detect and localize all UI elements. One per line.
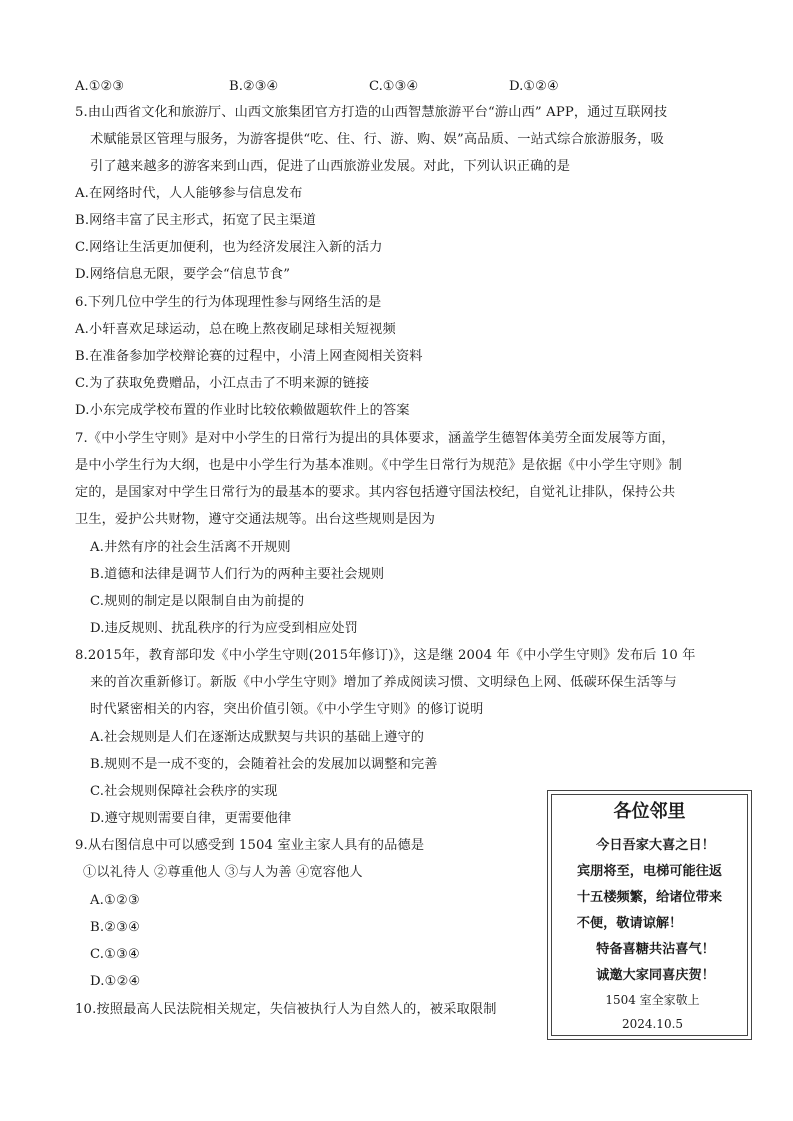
notice-line: 不便，敬请谅解！ — [576, 916, 683, 931]
q4-options — [75, 78, 595, 96]
q5-option-d: D.网络信息无限，要学会“信息节食” — [75, 267, 291, 282]
notice-title: 各位邻里 — [613, 801, 686, 822]
q8-option-c: C.社会规则保障社会秩序的实现 — [90, 784, 278, 799]
notice-signature: 1504 室全家敬上 — [605, 993, 700, 1007]
q6-option-c: C.为了获取免费赠品，小江点击了不明来源的链接 — [75, 376, 370, 391]
q4-option-a: A.①②③ — [75, 79, 125, 94]
q7-stem-line: 卫生，爱护公共财物，遵守交通法规等。出台这些规则是因为 — [75, 512, 436, 527]
q6-option-b: B.在准备参加学校辩论赛的过程中，小清上网查阅相关资料 — [75, 349, 423, 364]
q5-option-a: A.在网络时代，人人能够参与信息发布 — [75, 186, 303, 201]
q9-stem-line: 9.从右图信息中可以感受到 1504 室业主家人具有的品德是 — [75, 838, 425, 853]
q4-option-d: D.①②④ — [509, 79, 559, 94]
q8-stem-line: 时代紧密相关的内容，突出价值引领。《中小学生守则》的修订说明 — [90, 702, 484, 717]
notice-line: 特备喜糖共沾喜气！ — [596, 942, 715, 957]
q7-option-b: B.道德和法律是调节人们行为的两种主要社会规则 — [90, 567, 385, 582]
q5-stem-line: 5.由山西省文化和旅游厅、山西文旅集团官方打造的山西智慧旅游平台“游山西” APP，通过互联网技 — [75, 105, 668, 120]
q7-stem-line: 7.《中小学生守则》是对中小学生的日常行为提出的具体要求，涵盖学生德智体美劳全面发展等方面， — [75, 431, 675, 446]
q8-stem-line: 8.2015年，教育部印发《中小学生守则(2015年修订)》，这是继 2004 年《中小学生守则》发布后 10 年 — [75, 648, 696, 663]
notice-line: 今日吾家大喜之日！ — [596, 838, 715, 853]
q8-stem-line: 来的首次重新修订。新版《中小学生守则》增加了养成阅读习惯、文明绿色上网、低碳环保生活等与 — [90, 675, 677, 690]
notice-date: 2024.10.5 — [621, 1017, 684, 1031]
q7-option-c: C.规则的制定是以限制自由为前提的 — [90, 594, 305, 609]
notice-line: 十五楼频繁，给诸位带来 — [576, 890, 723, 905]
q9-option-c: C.①③④ — [90, 947, 141, 962]
q8-option-b: B.规则不是一成不变的，会随着社会的发展加以调整和完善 — [90, 757, 438, 772]
q10-stem-line: 10.按照最高人民法院相关规定，失信被执行人为自然人的，被采取限制 — [75, 1002, 497, 1017]
q8-option-a: A.社会规则是人们在逐渐达成默契与共识的基础上遵守的 — [90, 730, 425, 745]
q7-option-d: D.违反规则、扰乱秩序的行为应受到相应处罚 — [90, 621, 359, 636]
notice-line: 诚邀大家同喜庆贺！ — [596, 968, 715, 983]
q6-stem-line: 6.下列几位中学生的行为体现理性参与网络生活的是 — [75, 295, 382, 310]
q7-stem-line: 是中小学生行为大纲，也是中小学生行为基本准则。《中学生日常行为规范》是依据《中小学生守则》制 — [75, 458, 682, 473]
q8-option-d: D.遵守规则需要自律，更需要他律 — [90, 811, 292, 826]
q7-stem-line: 定的，是国家对中学生日常行为的最基本的要求。其内容包括遵守国法校纪，自觉礼让排队，保持公共 — [75, 485, 676, 500]
q5-stem-line: 引了越来越多的游客来到山西，促进了山西旅游业发展。对此，下列认识正确的是 — [90, 159, 571, 174]
q5-option-b: B.网络丰富了民主形式，拓宽了民主渠道 — [75, 213, 316, 228]
q4-option-c: C.①③④ — [369, 79, 419, 94]
q6-option-a: A.小轩喜欢足球运动，总在晚上熬夜刷足球相关短视频 — [75, 322, 396, 337]
q9-option-d: D.①②④ — [90, 974, 141, 989]
neighbor-notice-figure — [547, 790, 752, 1040]
q5-stem-line: 术赋能景区管理与服务，为游客提供“吃、住、行、游、购、娱”高品质、一站式综合旅游服务，吸 — [90, 132, 664, 147]
q7-option-a: A.井然有序的社会生活离不开规则 — [90, 540, 291, 555]
q4-option-b: B.②③④ — [229, 79, 279, 94]
q5-option-c: C.网络让生活更加便利，也为经济发展注入新的活力 — [75, 240, 383, 255]
notice-line: 宾朋将至，电梯可能往返 — [576, 864, 723, 879]
q9-stem-line: ①以礼待人 ②尊重他人 ③与人为善 ④宽容他人 — [83, 865, 363, 880]
q6-option-d: D.小东完成学校布置的作业时比较依赖做题软件上的答案 — [75, 403, 410, 418]
q9-option-a: A.①②③ — [90, 893, 140, 908]
q9-option-b: B.②③④ — [90, 920, 141, 935]
